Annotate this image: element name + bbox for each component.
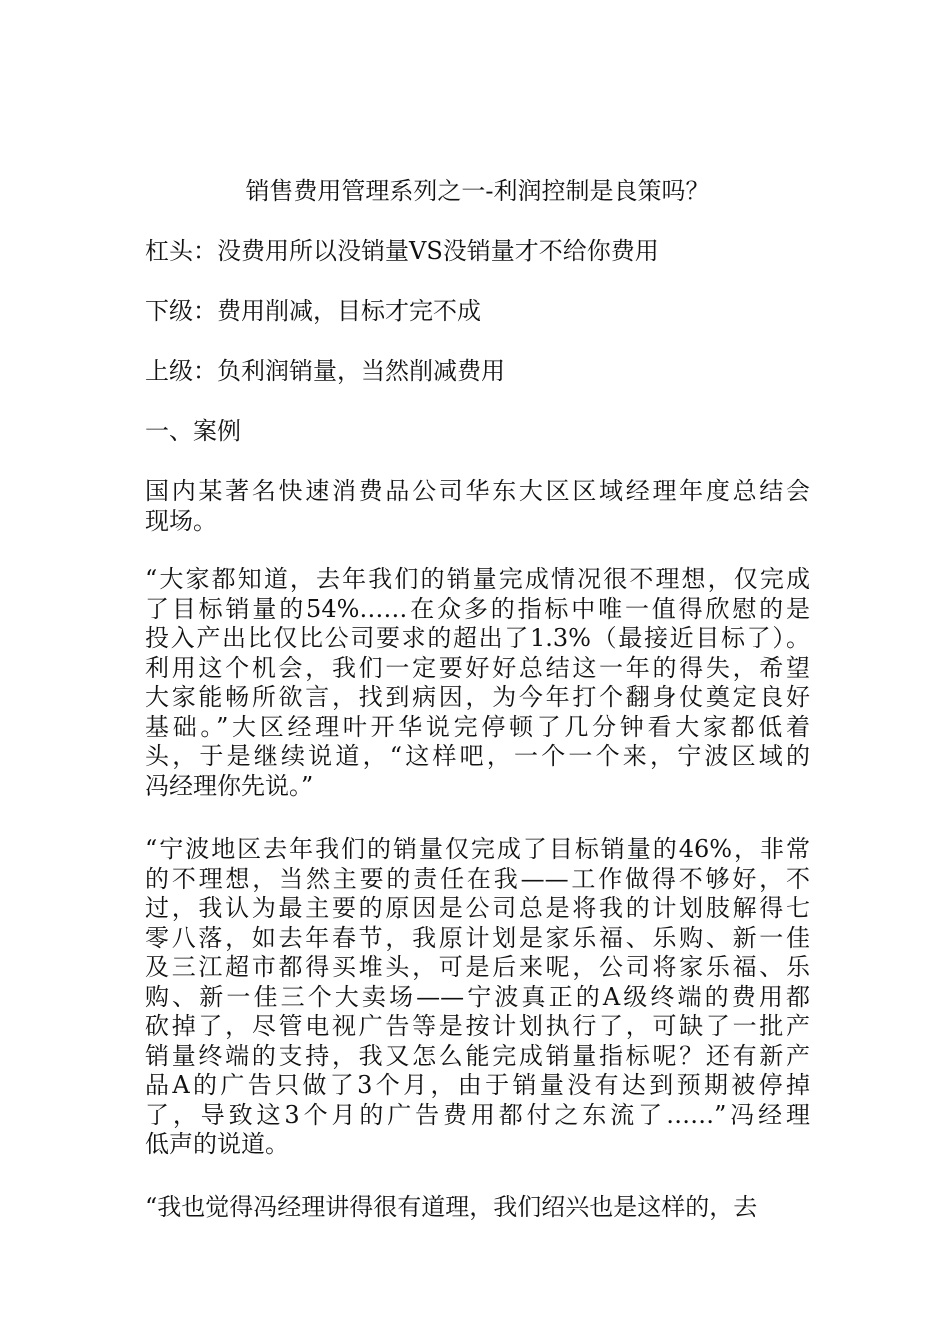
paragraph-3 [145, 835, 810, 1160]
paragraph-line: 了，导致这3个月的广告费用都付之东流了……”冯经理 [145, 1100, 810, 1129]
paragraph-line: “宁波地区去年我们的销量仅完成了目标销量的46%，非常 [145, 835, 810, 863]
paragraph-line: 过，我认为最主要的原因是公司总是将我的计划肢解得七 [145, 894, 810, 922]
paragraph-line: 大家能畅所欲言，找到病因，为今年打个翻身仗奠定良好 [145, 683, 810, 711]
paragraph-line: 及三江超市都得买堆头，可是后来呢，公司将家乐福、乐 [145, 953, 810, 981]
paragraph-line: “我也觉得冯经理讲得很有道理，我们绍兴也是这样的，去 [145, 1193, 758, 1221]
paragraph-line: 投入产出比仅比公司要求的超出了1.3%（最接近目标了）。 [145, 624, 810, 652]
paragraph-line: 冯经理你先说。” [145, 771, 314, 800]
paragraph-line: 国内某著名快速消费品公司华东大区区域经理年度总结会 [145, 477, 810, 505]
topic-line: 杠头：没费用所以没销量VS没销量才不给你费用 [145, 237, 659, 265]
subordinate-line: 下级：费用削减，目标才完不成 [145, 297, 481, 325]
paragraph-line: 品A的广告只做了3个月，由于销量没有达到预期被停掉 [145, 1071, 810, 1099]
paragraph-2 [145, 565, 810, 801]
paragraph-line: 销量终端的支持，我又怎么能完成销量指标呢？还有新产 [145, 1041, 810, 1070]
paragraph-line: 基础。”大区经理叶开华说完停顿了几分钟看大家都低着 [145, 712, 810, 741]
section-heading: 一、案例 [145, 417, 241, 445]
paragraph-1 [145, 477, 810, 536]
paragraph-line: 的不理想，当然主要的责任在我——工作做得不够好，不 [145, 864, 810, 893]
paragraph-line: 现场。 [145, 506, 217, 535]
superior-line: 上级：负利润销量，当然削减费用 [145, 357, 505, 385]
paragraph-line: 利用这个机会，我们一定要好好总结这一年的得失，希望 [145, 653, 810, 682]
document-title: 销售费用管理系列之一-利润控制是良策吗？ [245, 177, 710, 205]
paragraph-4 [145, 1193, 810, 1223]
paragraph-line: 零八落，如去年春节，我原计划是家乐福、乐购、新一佳 [145, 923, 810, 952]
paragraph-line: 了目标销量的54%……在众多的指标中唯一值得欣慰的是 [145, 594, 810, 623]
paragraph-line: 低声的说道。 [145, 1130, 289, 1158]
paragraph-line: “大家都知道，去年我们的销量完成情况很不理想，仅完成 [145, 565, 810, 593]
paragraph-line: 砍掉了，尽管电视广告等是按计划执行了，可缺了一批产 [145, 1012, 810, 1040]
paragraph-line: 购、新一佳三个大卖场——宁波真正的A级终端的费用都 [145, 982, 810, 1011]
paragraph-line: 头，于是继续说道，“这样吧，一个一个来，宁波区域的 [145, 742, 810, 770]
